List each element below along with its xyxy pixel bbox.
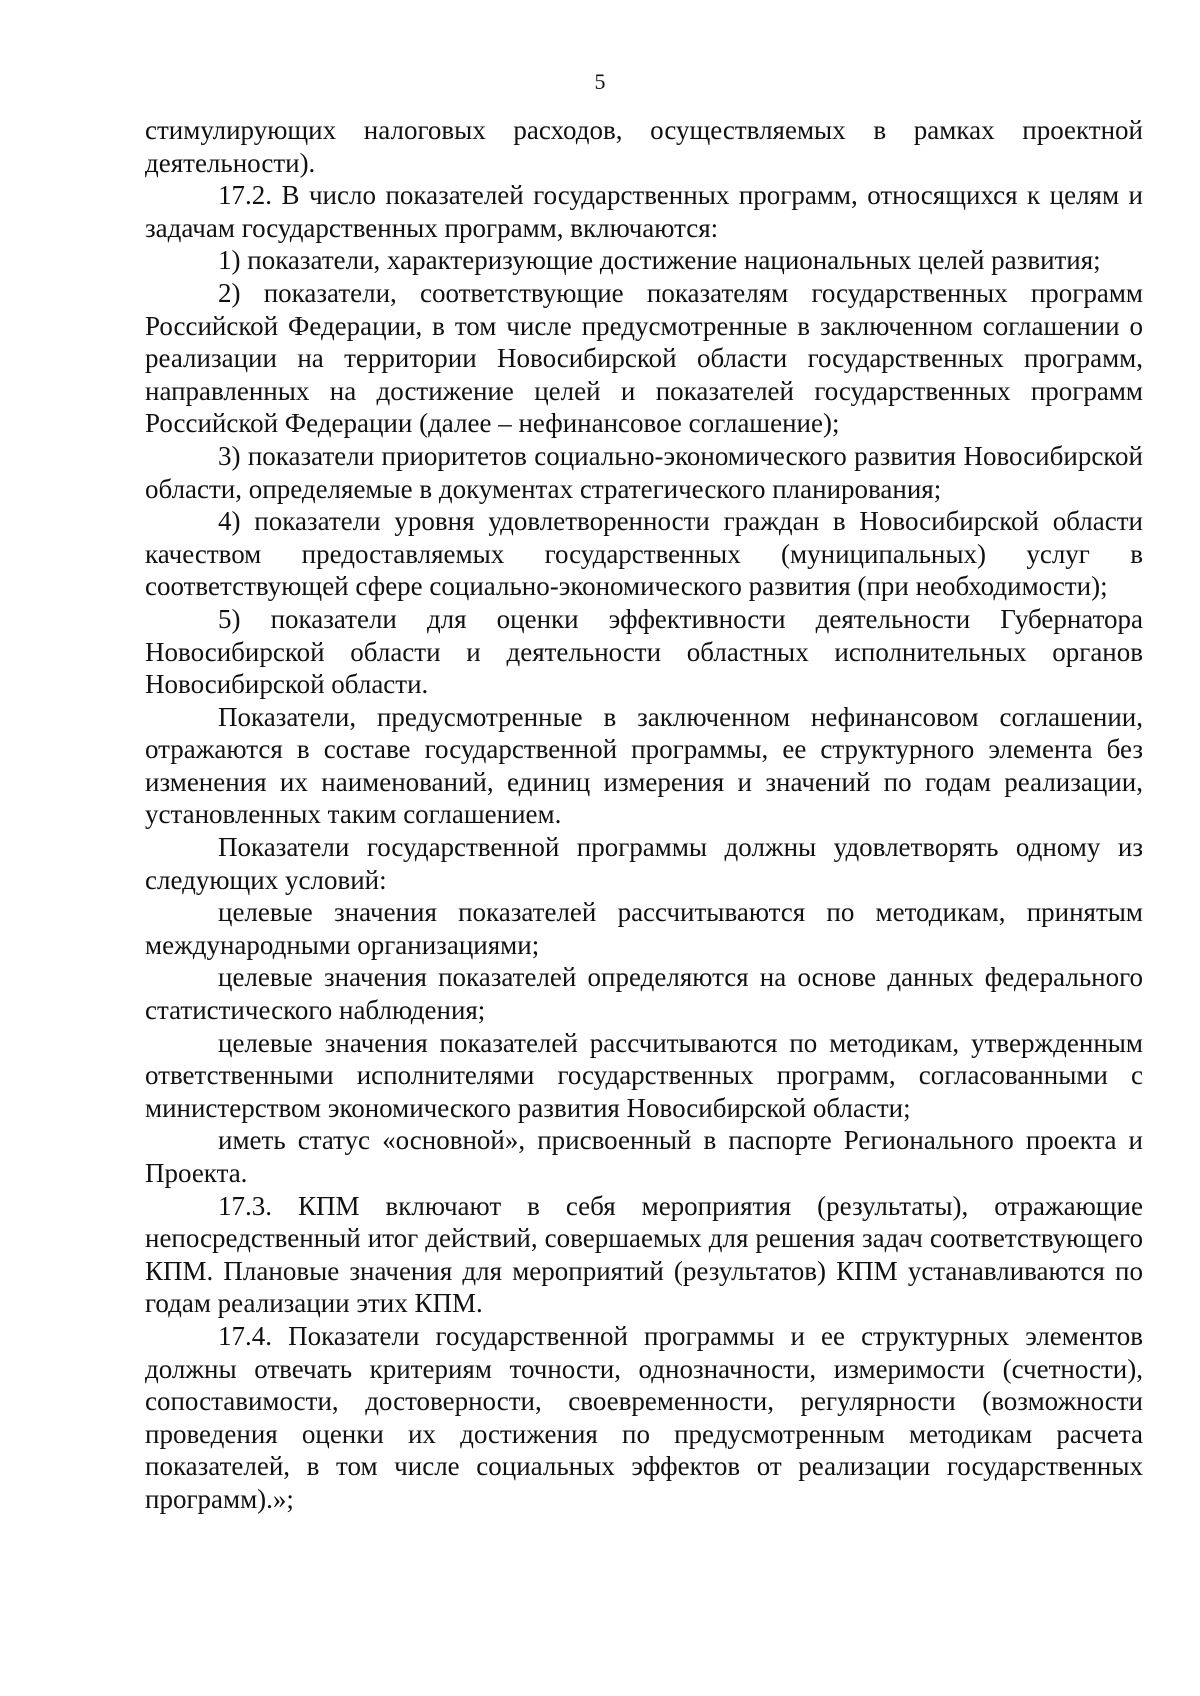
paragraph-17-4: 17.4. Показатели государственной программы и ее структурных элементов должны отвечать критериям точности, однозначности, измеримости (счетности), сопоставимости, достоверности, своевременности, регулярности (возможности проведения оценки их достижения по предусмотренным методикам расчета показателей, в том числе социальных эффектов от реализации государственных программ).»;	[145, 1320, 1143, 1514]
condition-item: целевые значения показателей определяются на основе данных федерального статистического наблюдения;	[145, 962, 1143, 1026]
list-item-4: 4) показатели уровня удовлетворенности граждан в Новосибирской области качеством предоставляемых государственных (муниципальных) услуг в соответствующей сфере социально-экономического развития (при необходимости);	[145, 506, 1143, 602]
paragraph-continuation: стимулирующих налоговых расходов, осуществляемых в рамках проектной деятельности).	[145, 115, 1143, 178]
condition-item: иметь статус «основной», присвоенный в паспорте Регионального проекта и Проекта.	[145, 1125, 1143, 1188]
page-number: 5	[594, 69, 606, 94]
condition-item: целевые значения показателей рассчитываются по методикам, утвержденным ответственными исполнителями государственных программ, согласованными с министерством экономического развития Новосибирской области;	[145, 1027, 1143, 1123]
document-body	[145, 114, 1143, 1516]
list-item-3: 3) показатели приоритетов социально-экономического развития Новосибирской области, определяемые в документах стратегического планирования;	[145, 440, 1143, 504]
paragraph-17-2: 17.2. В число показателей государственных программ, относящихся к целям и задачам государственных программ, включаются:	[145, 180, 1143, 243]
paragraph-conditions-intro: Показатели государственной программы должны удовлетворять одному из следующих условий:	[145, 832, 1143, 895]
paragraph-nonfinancial-agreement: Показатели, предусмотренные в заключенном нефинансовом соглашении, отражаются в составе государственной программы, ее структурного элемента без изменения их наименований, единиц измерения и значений по годам реализации, установленных таким соглашением.	[145, 701, 1143, 830]
paragraph-17-3: 17.3. КПМ включают в себя мероприятия (результаты), отражающие непосредственный итог действий, совершаемых для решения задач соответствующего КПМ. Плановые значения для мероприятий (результатов) КПМ устанавливаются по годам реализации этих КПМ.	[145, 1190, 1143, 1319]
list-item-5: 5) показатели для оценки эффективности деятельности Губернатора Новосибирской области и деятельности областных исполнительных органов Новосибирской области.	[145, 603, 1143, 700]
condition-item: целевые значения показателей рассчитываются по методикам, принятым международными организациями;	[145, 897, 1143, 960]
list-item-1: 1) показатели, характеризующие достижение национальных целей развития;	[218, 245, 1101, 276]
list-item-2: 2) показатели, соответствующие показателям государственных программ Российской Федерации, в том числе предусмотренные в заключенном соглашении о реализации на территории Новосибирской области государственных программ, направленных на достижение целей и показателей государственных программ Российской Федерации (далее – нефинансовое соглашение);	[145, 277, 1143, 439]
